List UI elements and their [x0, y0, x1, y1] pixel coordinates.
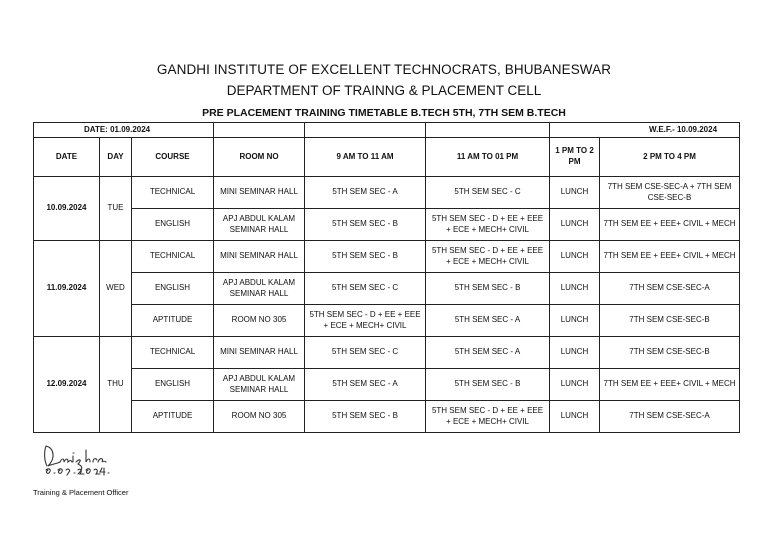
column-header: ROOM NO [214, 138, 305, 177]
course-cell: APTITUDE [132, 305, 214, 337]
slot-2-4-cell: 7TH SEM CSE-SEC-A [600, 401, 740, 433]
slot-11-1-cell: 5TH SEM SEC - D + EE + EEE + ECE + MECH+ CIVIL [426, 209, 550, 241]
slot-11-1-cell: 5TH SEM SEC - C [426, 177, 550, 209]
day-cell: TUE [100, 177, 132, 241]
department-title: DEPARTMENT OF TRAINNG & PLACEMENT CELL [226, 83, 542, 98]
day-cell: THU [100, 337, 132, 433]
column-header: 11 AM TO 01 PM [426, 138, 550, 177]
lunch-cell: LUNCH [550, 273, 600, 305]
room-cell: MINI SEMINAR HALL [214, 337, 305, 369]
room-cell: ROOM NO 305 [214, 401, 305, 433]
timetable-subtitle: PRE PLACEMENT TRAINING TIMETABLE B.TECH 5TH, 7TH SEM B.TECH [202, 107, 566, 119]
info-spacer [214, 123, 305, 138]
slot-9-11-cell: 5TH SEM SEC - B [305, 401, 426, 433]
table-row [34, 401, 740, 433]
column-header: COURSE [132, 138, 214, 177]
room-cell: APJ ABDUL KALAM SEMINAR HALL [214, 273, 305, 305]
column-header: DAY [100, 138, 132, 177]
timetable [33, 122, 740, 433]
course-cell: ENGLISH [132, 273, 214, 305]
column-header: DATE [34, 138, 100, 177]
table-row [34, 337, 740, 369]
course-cell: TECHNICAL [132, 337, 214, 369]
slot-2-4-cell: 7TH SEM EE + EEE+ CIVIL + MECH [600, 241, 740, 273]
slot-9-11-cell: 5TH SEM SEC - C [305, 337, 426, 369]
info-row [34, 123, 740, 138]
table-row [34, 369, 740, 401]
date-cell: 11.09.2024 [34, 241, 100, 337]
column-header: 1 PM TO 2 PM [550, 138, 600, 177]
room-cell: APJ ABDUL KALAM SEMINAR HALL [214, 369, 305, 401]
room-cell: ROOM NO 305 [214, 305, 305, 337]
course-cell: APTITUDE [132, 401, 214, 433]
column-header: 9 AM TO 11 AM [305, 138, 426, 177]
lunch-cell: LUNCH [550, 241, 600, 273]
room-cell: MINI SEMINAR HALL [214, 177, 305, 209]
wef-date: W.E.F.- 10.09.2024 [550, 123, 740, 138]
handwritten-signature [40, 440, 140, 480]
course-cell: TECHNICAL [132, 241, 214, 273]
slot-9-11-cell: 5TH SEM SEC - C [305, 273, 426, 305]
room-cell: APJ ABDUL KALAM SEMINAR HALL [214, 209, 305, 241]
slot-2-4-cell: 7TH SEM CSE-SEC-A + 7TH SEM CSE-SEC-B [600, 177, 740, 209]
lunch-cell: LUNCH [550, 209, 600, 241]
slot-11-1-cell: 5TH SEM SEC - B [426, 369, 550, 401]
slot-9-11-cell: 5TH SEM SEC - B [305, 241, 426, 273]
lunch-cell: LUNCH [550, 177, 600, 209]
date-cell: 12.09.2024 [34, 337, 100, 433]
course-cell: ENGLISH [132, 369, 214, 401]
slot-2-4-cell: 7TH SEM CSE-SEC-B [600, 305, 740, 337]
lunch-cell: LUNCH [550, 401, 600, 433]
info-spacer [426, 123, 550, 138]
lunch-cell: LUNCH [550, 305, 600, 337]
slot-11-1-cell: 5TH SEM SEC - D + EE + EEE + ECE + MECH+ CIVIL [426, 241, 550, 273]
issue-date: DATE: 01.09.2024 [34, 123, 214, 138]
course-cell: TECHNICAL [132, 177, 214, 209]
slot-9-11-cell: 5TH SEM SEC - B [305, 209, 426, 241]
table-row [34, 241, 740, 273]
slot-11-1-cell: 5TH SEM SEC - A [426, 305, 550, 337]
slot-2-4-cell: 7TH SEM EE + EEE+ CIVIL + MECH [600, 209, 740, 241]
signature [40, 440, 140, 485]
room-cell: MINI SEMINAR HALL [214, 241, 305, 273]
slot-2-4-cell: 7TH SEM EE + EEE+ CIVIL + MECH [600, 369, 740, 401]
info-spacer [305, 123, 426, 138]
slot-2-4-cell: 7TH SEM CSE-SEC-A [600, 273, 740, 305]
institute-title: GANDHI INSTITUTE OF EXCELLENT TECHNOCRATS, BHUBANESWAR [156, 62, 612, 77]
header-row [34, 138, 740, 177]
slot-11-1-cell: 5TH SEM SEC - D + EE + EEE + ECE + MECH+ CIVIL [426, 401, 550, 433]
slot-9-11-cell: 5TH SEM SEC - A [305, 369, 426, 401]
slot-11-1-cell: 5TH SEM SEC - B [426, 273, 550, 305]
date-cell: 10.09.2024 [34, 177, 100, 241]
column-header: 2 PM TO 4 PM [600, 138, 740, 177]
day-cell: WED [100, 241, 132, 337]
course-cell: ENGLISH [132, 209, 214, 241]
signature-label: Training & Placement Officer [33, 488, 129, 497]
slot-9-11-cell: 5TH SEM SEC - A [305, 177, 426, 209]
slot-2-4-cell: 7TH SEM CSE-SEC-B [600, 337, 740, 369]
lunch-cell: LUNCH [550, 337, 600, 369]
lunch-cell: LUNCH [550, 369, 600, 401]
table-row [34, 177, 740, 209]
table-row [34, 273, 740, 305]
table-row [34, 209, 740, 241]
slot-11-1-cell: 5TH SEM SEC - A [426, 337, 550, 369]
slot-9-11-cell: 5TH SEM SEC - D + EE + EEE + ECE + MECH+ CIVIL [305, 305, 426, 337]
table-row [34, 305, 740, 337]
